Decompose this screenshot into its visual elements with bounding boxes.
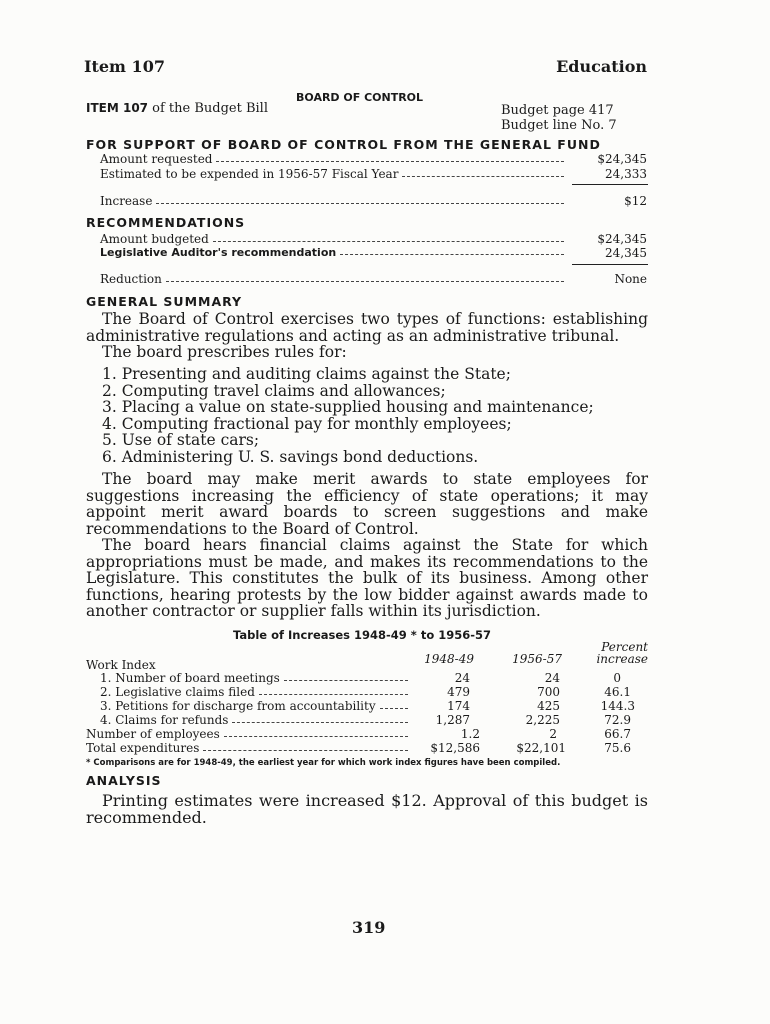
increase-row (100, 194, 570, 208)
item-ref (86, 101, 268, 116)
rules-intro: The board prescribes rules for: (102, 343, 347, 361)
support-title: FOR SUPPORT OF BOARD OF CONTROL FROM THE GENERAL FUND (86, 137, 601, 152)
summary-intro (86, 311, 648, 361)
list-item: 5. Use of state cars; (102, 431, 260, 449)
rules-list (102, 366, 594, 465)
leader-dots (203, 749, 408, 751)
cell-percent: 72.9 (604, 713, 631, 727)
cell-1948: 1.2 (460, 727, 480, 741)
auditor-value: 24,345 (605, 246, 647, 260)
auditor-row (100, 246, 570, 259)
sum-rule (572, 264, 648, 265)
page-number: 319 (352, 918, 386, 937)
estimated-row (100, 167, 570, 181)
col-header-1956: 1956-57 (512, 652, 562, 666)
table-row (86, 727, 410, 741)
row-label: 3. Petitions for discharge from accountability (100, 699, 376, 713)
amount-requested-label: Amount requested (100, 152, 213, 166)
budgeted-value: $24,345 (597, 232, 647, 246)
cell-1956: 425 (537, 699, 560, 713)
list-item: 2. Computing travel claims and allowances; (102, 381, 446, 400)
table-footnote: * Comparisons are for 1948-49, the earliest year for which work index figures have been compiled. (86, 758, 561, 768)
sum-rule (572, 184, 648, 185)
col-header-increase: increase (596, 652, 648, 666)
budgeted-row (100, 232, 570, 246)
budget-line: Budget line No. 7 (501, 118, 617, 133)
cell-1948: 24 (454, 671, 470, 685)
amount-requested-row (100, 152, 570, 166)
reduction-value: None (614, 272, 647, 286)
cell-percent: 66.7 (604, 727, 631, 741)
cell-1948: 479 (447, 685, 470, 699)
estimated-label: Estimated to be expended in 1956-57 Fiscal Year (100, 167, 399, 181)
claims-text: The board hears financial claims against the State for which appropriations must be made, and makes its recommendations to the Legislature. This constitutes the bulk of its business. Among other functions, hearing protests by the low bidder against awards made to another contractor or supplier falls within its jurisdiction. (86, 536, 648, 620)
amount-requested-value: $24,345 (597, 152, 647, 166)
col-header-1948: 1948-49 (424, 652, 474, 666)
table-row (86, 741, 410, 755)
table-row (100, 685, 410, 699)
cell-1948: $12,586 (430, 741, 480, 755)
cell-1956: 24 (544, 671, 560, 685)
item-ref-label: ITEM 107 (86, 101, 149, 115)
merit-paragraph (86, 471, 648, 620)
leader-dots (340, 253, 564, 255)
row-label: Total expenditures (86, 741, 200, 755)
merit-text: The board may make merit awards to state employees for suggestions increasing the efficiency of state operations; it may appoint merit award boards to screen suggestions and make recommendations to the Board of Control. (86, 470, 648, 538)
budget-page: Budget page 417 (501, 103, 614, 118)
table-row (100, 713, 410, 727)
reduction-row (100, 272, 570, 286)
table-row (100, 699, 410, 713)
cell-percent: 46.1 (604, 685, 631, 699)
leader-dots (213, 240, 564, 242)
increase-label: Increase (100, 194, 153, 208)
table-title: Table of Increases 1948-49 * to 1956-57 (233, 628, 492, 642)
increase-value: $12 (624, 194, 647, 208)
leader-dots (166, 280, 564, 282)
cell-1956: 2 (549, 727, 557, 741)
cell-percent: 75.6 (604, 741, 631, 755)
analysis-text: Printing estimates were increased $12. Approval of this budget is recommended. (86, 791, 648, 827)
estimated-value: 24,333 (605, 167, 647, 181)
list-item: 4. Computing fractional pay for monthly employees; (102, 414, 512, 433)
analysis-paragraph (86, 792, 648, 826)
row-label: 1. Number of board meetings (100, 671, 280, 685)
cell-1956: $22,101 (516, 741, 566, 755)
leader-dots (259, 693, 408, 695)
summary-title: GENERAL SUMMARY (86, 294, 243, 309)
summary-intro-text: The Board of Control exercises two types of functions: establishing administrative regulations and acting as an administrative tribunal. (86, 310, 648, 345)
leader-dots (232, 721, 408, 723)
item-ref-text: of the Budget Bill (152, 101, 268, 116)
col-header-percent: Percent (601, 640, 648, 654)
leader-dots (284, 679, 408, 681)
reduction-label: Reduction (100, 272, 162, 286)
list-item: 6. Administering U. S. savings bond deductions. (102, 447, 479, 466)
recommendations-title: RECOMMENDATIONS (86, 215, 246, 230)
header-left: Item 107 (84, 57, 165, 76)
cell-percent: 0 (613, 671, 621, 685)
budgeted-label: Amount budgeted (100, 232, 209, 246)
analysis-title: ANALYSIS (86, 773, 162, 788)
cell-1948: 1,287 (435, 713, 470, 727)
header-right: Education (556, 57, 647, 76)
leader-dots (156, 202, 564, 204)
cell-1956: 2,225 (525, 713, 560, 727)
table-row (100, 671, 410, 685)
leader-dots (402, 175, 564, 177)
auditor-label: Legislative Auditor's recommendation (100, 246, 337, 259)
leader-dots (216, 160, 564, 162)
cell-percent: 144.3 (600, 699, 635, 713)
row-label: Number of employees (86, 727, 220, 741)
leader-dots (224, 735, 408, 737)
row-label: 2. Legislative claims filed (100, 685, 255, 699)
list-item: 3. Placing a value on state-supplied housing and maintenance; (102, 398, 594, 416)
row-label: 4. Claims for refunds (100, 713, 229, 727)
list-item: 1. Presenting and auditing claims against the State; (102, 365, 511, 383)
cell-1956: 700 (537, 685, 560, 699)
section-title: BOARD OF CONTROL (296, 91, 424, 104)
work-index-label: Work Index (86, 658, 156, 672)
cell-1948: 174 (447, 699, 470, 713)
